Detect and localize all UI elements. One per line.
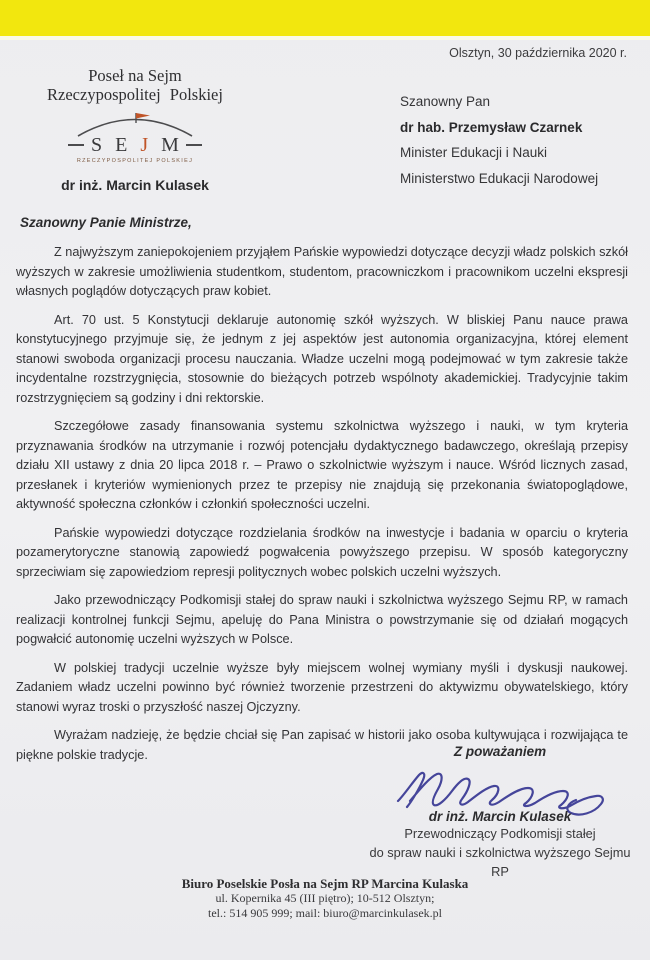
signatory-title-line1: Przewodniczący Podkomisji stałej xyxy=(404,826,596,841)
recipient-greeting: Szanowny Pan xyxy=(400,94,491,109)
body-paragraph: Wyrażam nadzieję, że będzie chciał się Pan zapisać w historii jako osoba kultywująca i rozwijająca te piękne polskie tradycje. xyxy=(16,728,628,762)
office-footer xyxy=(0,876,650,920)
yellow-banner xyxy=(0,0,650,40)
body-paragraph: W polskiej tradycji uczelnie wyższe były miejscem wolnej wymiany myśli i dyskusji naukowej. Zadaniem władz uczelni powinno być również tworzenie przestrzeni do aktywizmu obywatelskiego, który stanowi wyraz troski o przyszłość naszej Ojczyzny. xyxy=(16,660,628,714)
logo-letter: E xyxy=(115,134,128,156)
logo-caption: RZECZYPOSPOLITEJ POLSKIEJ xyxy=(76,158,194,164)
recipient-name: dr hab. Przemysław Czarnek xyxy=(400,119,583,135)
sejm-letters xyxy=(84,134,186,156)
body-paragraph: Jako przewodniczący Podkomisji stałej do spraw nauki i szkolnictwa wyższego Sejmu RP, w ramach realizacji kontrolnej funkcji Sejmu, apeluję do Pana Ministra o powstrzymanie się od działań mogących pogwałcić autonomię uczelni wyższych w Polsce. xyxy=(16,593,628,646)
body-paragraph: Pańskie wypowiedzi dotyczące rozdzielania środków na inwestycje i badania w oparciu o kryteria pozamerytoryczne stanowią zapowiedź pogwałcenia powyższego przepisu. W sposób kategoryczny sprzeciwiam się zapowiedziom represji politycznych wobec polskich uczelni wyższych. xyxy=(16,525,628,579)
logo-rule-right xyxy=(186,144,202,146)
body-paragraph: Art. 70 ust. 5 Konstytucji deklaruje autonomię szkół wyższych. W bliskiej Panu nauce prawa konstytucyjnego przyjmuje się, że jednym z jej aspektów jest autonomia organizacyjna, której element stanowi swoboda organizacji procesu nauczania. Władze uczelni mogą podejmować w tym zakresie także incydentalne rozstrzygnięcia, stosownie do bieżących potrzeb wspólnoty akademickiej. Tradycyjnie takim rozstrzygnięciem są godziny i dni rektorskie. xyxy=(16,312,628,405)
footer-address: ul. Kopernika 45 (III piętro); 10-512 Olsztyn; xyxy=(215,891,435,905)
logo-rule-left xyxy=(68,144,84,146)
letter-body xyxy=(16,243,628,774)
sejm-letters-row xyxy=(55,134,215,156)
closing-block xyxy=(368,744,632,881)
letterhead xyxy=(22,66,248,193)
recipient-institution: Ministerstwo Edukacji Narodowej xyxy=(400,170,599,186)
sender-title-line1: Poseł na Sejm xyxy=(88,66,182,85)
signatory-title-line2: do spraw nauki i szkolnictwa wyższego Sejmu RP xyxy=(369,845,631,879)
logo-letter: M xyxy=(161,134,179,156)
logo-letter-accent: J xyxy=(140,134,149,156)
body-paragraph: Z najwyższym zaniepokojeniem przyjąłem Pańskie wypowiedzi dotyczące decyzji władz polskich szkół wyższych w zakresie umożliwienia studentkom, studentom, pracowniczkom i pracownikom uczelni ekspresji własnych poglądów dotyczących praw kobiet. xyxy=(16,245,628,298)
footer-office-name: Biuro Poselskie Posła na Sejm RP Marcina Kulaska xyxy=(181,876,469,891)
sejm-logo xyxy=(55,111,215,164)
logo-letter: S xyxy=(91,134,103,156)
sender-title-line2: Rzeczypospolitej Polskiej xyxy=(47,85,223,104)
salutation: Szanowny Panie Ministrze, xyxy=(20,215,192,230)
signatory-name: dr inż. Marcin Kulasek xyxy=(428,809,572,824)
recipient-role: Minister Edukacji i Nauki xyxy=(400,145,548,160)
body-paragraph: Szczegółowe zasady finansowania systemu szkolnictwa wyższego i nauki, w tym kryteria przyznawania środków na utrzymanie i rozwój potencjału dydaktycznego badawczego, określają przepisy działu XII ustawy z dnia 20 lipca 2018 r. – Prawo o szkolnictwie wyższym i nauce. Wśród licznych zasad, przesłanek i kryteriów wymienionych przez te przepisy nie znajdują się przekonania światopoglądowe, aktywność społeczna członków i członkiń społeczności uczelni. xyxy=(16,419,628,511)
sender-name: dr inż. Marcin Kulasek xyxy=(61,177,209,193)
recipient-block xyxy=(400,95,598,197)
date-line: Olsztyn, 30 października 2020 r. xyxy=(449,46,627,60)
closing-phrase: Z poważaniem xyxy=(453,744,547,759)
footer-contact: tel.: 514 905 999; mail: biuro@marcinkulasek.pl xyxy=(207,905,442,920)
